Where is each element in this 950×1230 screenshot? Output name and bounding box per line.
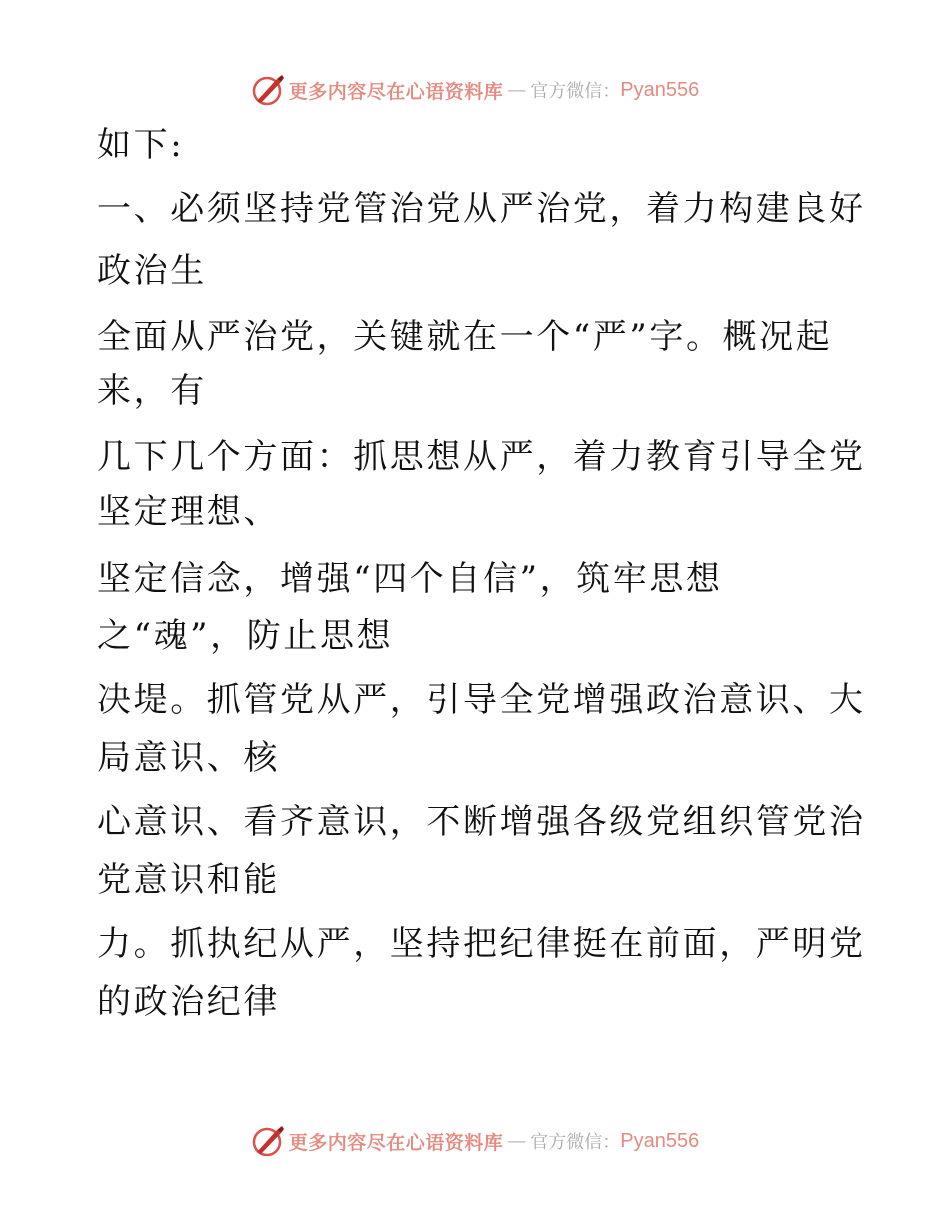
paragraph-line: 如下: bbox=[97, 125, 185, 165]
paragraph-line: 之“魂”，防止思想 bbox=[97, 616, 394, 656]
paragraph-line: 政治生 bbox=[97, 251, 207, 291]
paragraph-line: 一、必须坚持党管治党从严治党，着力构建良好 bbox=[97, 189, 866, 229]
pen-logo-icon bbox=[251, 73, 285, 107]
paragraph-line: 的政治纪律 bbox=[97, 982, 280, 1022]
paragraph-line: 党意识和能 bbox=[97, 860, 280, 900]
paragraph-line: 坚定理想、 bbox=[97, 492, 280, 532]
watermark-separator: — bbox=[507, 79, 527, 101]
watermark-id: Pyan556 bbox=[620, 78, 700, 101]
paragraph-line: 全面从严治党，关键就在一个“严”字。概况起 bbox=[97, 317, 833, 357]
paragraph-line: 心意识、看齐意识，不断增强各级党组织管党治 bbox=[97, 802, 866, 842]
watermark-label: 官方微信： bbox=[530, 1132, 621, 1153]
watermark-separator: — bbox=[507, 1130, 527, 1152]
paragraph-line: 局意识、核 bbox=[97, 738, 280, 778]
watermark-text: 更多内容尽在心语资料库 bbox=[288, 1131, 504, 1154]
paragraph-line: 几下几个方面：抓思想从严，着力教育引导全党 bbox=[97, 437, 866, 477]
paragraph-line: 来，有 bbox=[97, 371, 207, 411]
document-body bbox=[97, 123, 866, 1024]
pen-logo-icon bbox=[251, 1124, 285, 1158]
header-watermark bbox=[0, 70, 950, 110]
paragraph-line: 力。抓执纪从严，坚持把纪律挺在前面，严明党 bbox=[97, 924, 866, 964]
watermark-id: Pyan556 bbox=[620, 1129, 700, 1152]
paragraph-line: 决堤。抓管党从严，引导全党增强政治意识、大 bbox=[97, 680, 866, 720]
watermark-label: 官方微信： bbox=[530, 81, 621, 102]
footer-watermark bbox=[0, 1121, 950, 1161]
paragraph-line: 坚定信念，增强“四个自信”，筑牢思想 bbox=[97, 559, 723, 599]
watermark-text: 更多内容尽在心语资料库 bbox=[288, 80, 504, 103]
